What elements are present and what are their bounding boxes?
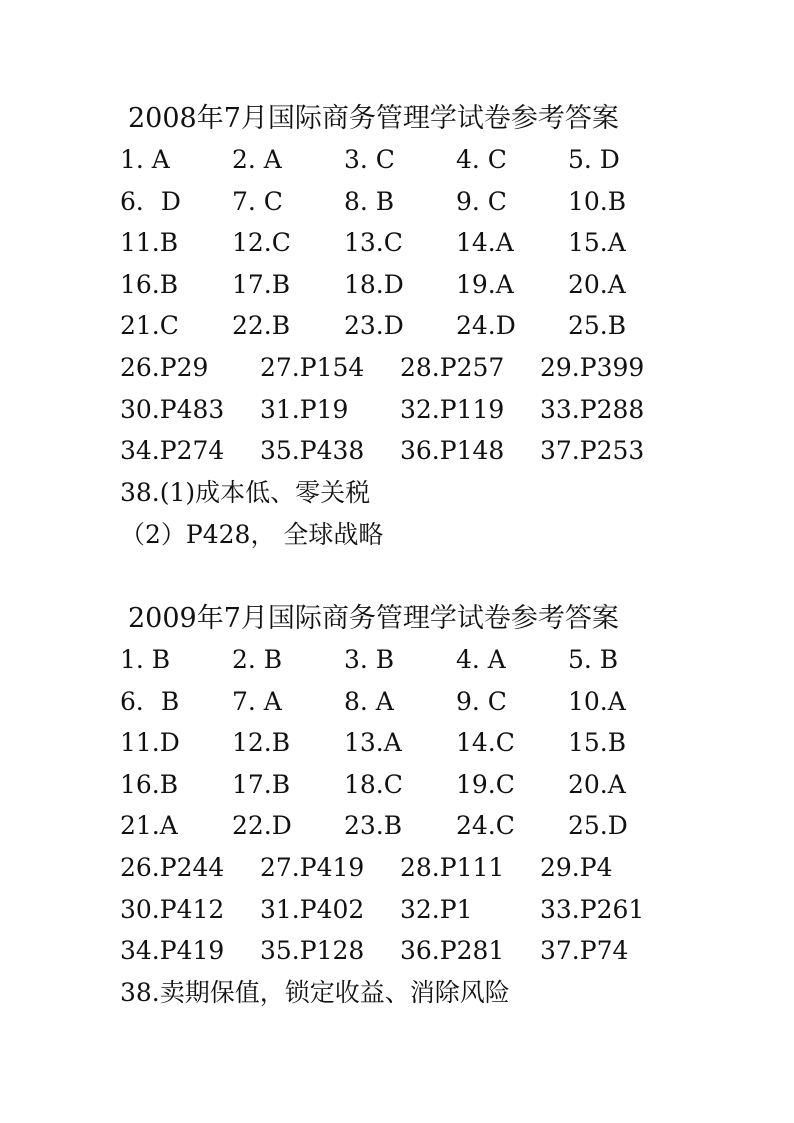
answer-item: 19.A bbox=[456, 269, 514, 299]
answer-item: 10.B bbox=[568, 186, 627, 216]
answer-item: 2. B bbox=[232, 645, 283, 674]
answer-item: 20.A bbox=[568, 769, 626, 799]
choice-answer-row bbox=[120, 764, 720, 806]
answer-item: 3. C bbox=[344, 145, 395, 174]
answer-item: 1. A bbox=[120, 145, 170, 174]
answer-item: 4. C bbox=[456, 145, 507, 174]
page-reference-item: 35.P438 bbox=[260, 436, 365, 466]
answer-item: 21.C bbox=[120, 311, 179, 341]
answer-item: 5. B bbox=[568, 645, 619, 674]
choice-answer-row bbox=[120, 722, 720, 764]
answer-item: 17.B bbox=[232, 769, 291, 799]
answer-item: 10.A bbox=[568, 686, 626, 716]
page-reference-row bbox=[120, 847, 720, 889]
section-title: 2008年7月国际商务管理学试卷参考答案 bbox=[128, 103, 619, 134]
page-reference-item: 29.P399 bbox=[540, 352, 645, 382]
answer-item: 8. A bbox=[344, 686, 394, 716]
answer-item: 17.B bbox=[232, 269, 291, 299]
answer-item: 6．B bbox=[120, 686, 180, 716]
answer-item: 16.B bbox=[120, 269, 179, 299]
page-reference-item: 27.P419 bbox=[260, 852, 365, 882]
choice-answer-row bbox=[120, 681, 720, 723]
answer-item: 8. B bbox=[344, 186, 395, 216]
answer-item: 24.C bbox=[456, 811, 515, 841]
choice-answer-row bbox=[120, 805, 720, 847]
choice-answer-row bbox=[120, 181, 720, 223]
answer-key-2008 bbox=[120, 98, 720, 556]
page-reference-item: 32.P119 bbox=[400, 394, 505, 424]
answer-item: 14.C bbox=[456, 728, 515, 758]
essay-answer-line: 38.卖期保值，锁定收益、消除风险 bbox=[120, 977, 510, 1007]
page-reference-item: 37.P74 bbox=[540, 936, 629, 966]
answer-item: 12.C bbox=[232, 228, 291, 258]
page-reference-item: 33.P288 bbox=[540, 394, 645, 424]
answer-item: 5. D bbox=[568, 145, 620, 174]
answer-key-2009 bbox=[120, 598, 720, 1014]
answer-item: 14.A bbox=[456, 228, 514, 258]
page-reference-item: 30.P412 bbox=[120, 894, 225, 924]
page-reference-item: 36.P148 bbox=[400, 436, 505, 466]
page-reference-item: 28.P111 bbox=[400, 852, 505, 882]
choice-answer-row bbox=[120, 305, 720, 347]
answer-item: 22.B bbox=[232, 311, 291, 341]
answer-item: 23.D bbox=[344, 311, 404, 341]
page-reference-item: 35.P128 bbox=[260, 936, 365, 966]
choice-answer-row bbox=[120, 639, 720, 681]
choice-answer-row bbox=[120, 222, 720, 264]
page-reference-item: 34.P419 bbox=[120, 936, 225, 966]
essay-answer-line: 38.(1)成本低、零关税 bbox=[120, 477, 371, 507]
page-reference-item: 37.P253 bbox=[540, 436, 645, 466]
page-reference-item: 33.P261 bbox=[540, 894, 645, 924]
page-reference-row bbox=[120, 430, 720, 472]
choice-answer-row bbox=[120, 139, 720, 181]
answer-item: 18.C bbox=[344, 769, 403, 799]
answer-item: 18.D bbox=[344, 269, 404, 299]
answer-item: 24.D bbox=[456, 311, 516, 341]
answer-item: 7. C bbox=[232, 186, 283, 216]
answer-item: 6．D bbox=[120, 186, 181, 216]
essay-answer-line: （2）P428， 全球战略 bbox=[120, 519, 384, 549]
answer-item: 20.A bbox=[568, 269, 626, 299]
answer-item: 7. A bbox=[232, 686, 282, 716]
answer-item: 13.C bbox=[344, 228, 403, 258]
answer-item: 13.A bbox=[344, 728, 402, 758]
section-title: 2009年7月国际商务管理学试卷参考答案 bbox=[128, 603, 619, 634]
answer-item: 11.D bbox=[120, 728, 180, 758]
page-reference-item: 31.P402 bbox=[260, 894, 365, 924]
answer-item: 25.D bbox=[568, 811, 628, 841]
page-reference-item: 26.P244 bbox=[120, 852, 225, 882]
page-reference-item: 31.P19 bbox=[260, 394, 349, 424]
page-reference-row bbox=[120, 930, 720, 972]
answer-item: 12.B bbox=[232, 728, 291, 758]
page-reference-row bbox=[120, 389, 720, 431]
page-reference-item: 30.P483 bbox=[120, 394, 225, 424]
answer-item: 4. A bbox=[456, 645, 506, 674]
answer-item: 2. A bbox=[232, 145, 282, 174]
page-reference-item: 36.P281 bbox=[400, 936, 505, 966]
answer-item: 1. B bbox=[120, 645, 171, 674]
page-reference-item: 27.P154 bbox=[260, 352, 365, 382]
page-reference-item: 29.P4 bbox=[540, 852, 613, 882]
choice-answer-row bbox=[120, 264, 720, 306]
page-reference-item: 28.P257 bbox=[400, 352, 505, 382]
answer-item: 9. C bbox=[456, 686, 507, 716]
answer-item: 16.B bbox=[120, 769, 179, 799]
answer-item: 3. B bbox=[344, 645, 395, 674]
answer-item: 15.B bbox=[568, 728, 627, 758]
page-reference-item: 32.P1 bbox=[400, 894, 473, 924]
page-reference-row bbox=[120, 889, 720, 931]
page-reference-item: 26.P29 bbox=[120, 352, 209, 382]
answer-item: 15.A bbox=[568, 228, 626, 258]
answer-item: 19.C bbox=[456, 769, 515, 799]
answer-item: 23.B bbox=[344, 811, 403, 841]
answer-item: 21.A bbox=[120, 811, 178, 841]
answer-item: 25.B bbox=[568, 311, 627, 341]
answer-item: 9. C bbox=[456, 186, 507, 216]
answer-item: 11.B bbox=[120, 228, 179, 258]
page-reference-row bbox=[120, 347, 720, 389]
answer-item: 22.D bbox=[232, 811, 292, 841]
page-reference-item: 34.P274 bbox=[120, 436, 225, 466]
